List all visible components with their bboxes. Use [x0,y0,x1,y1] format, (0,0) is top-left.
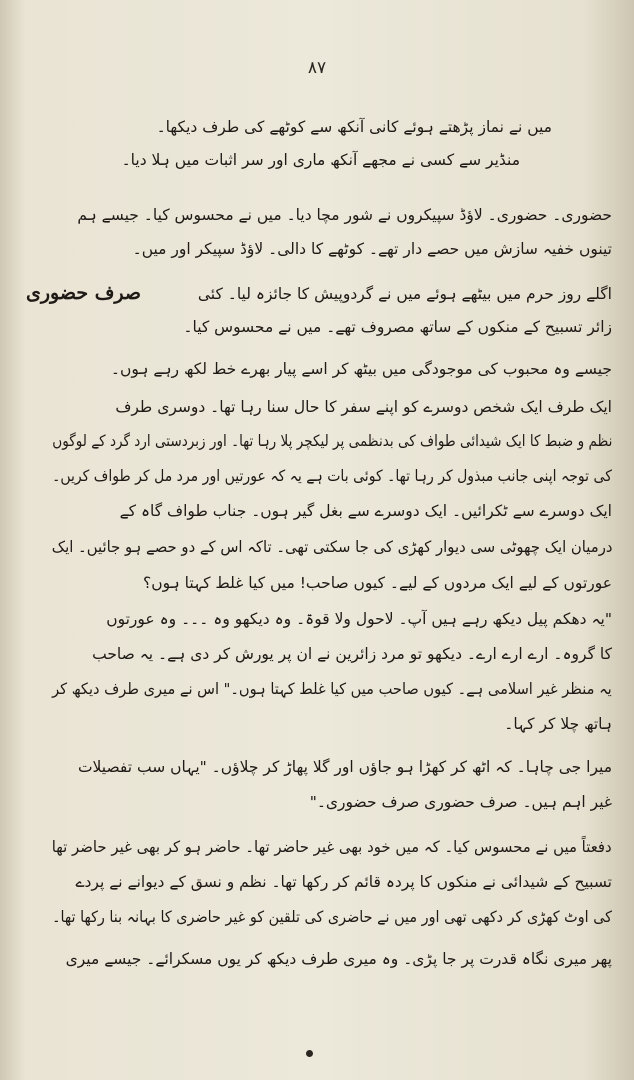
text-line: نظم و ضبط کا ایک شیدائی طواف کی بدنظمی پر لیکچر پلا رہا تھا۔ اور زبردستی ارد گرد کے لوگوں [51,432,612,450]
text-line: جیسے وہ محبوب کی موجودگی میں بیٹھ کر اسے پیار بھرے خط لکھ رہے ہوں۔ [110,360,612,378]
text-line: دفعتاً میں نے محسوس کیا۔ کہ میں خود بھی غیر حاضر تھا۔ حاضر ہو کر بھی غیر حاضر تھا [52,838,612,856]
text-line: عورتوں کے لیے ایک مردوں کے لیے۔ کیوں صاحب! میں کیا غلط کہتا ہوں؟ [143,574,612,592]
text-line: کا گروہ۔ ارے ارے ارے۔ دیکھو تو مرد زائرین نے ان پر یورش کر دی ہے۔ یہ صاحب [92,645,612,663]
text-line: یہ منظر غیر اسلامی ہے۔ کیوں صاحب میں کیا غلط کہتا ہوں۔" اس نے میری طرف دیکھ کر [52,680,612,698]
text-line: اگلے روز حرم میں بیٹھے ہوئے میں نے گردوپیش کا جائزہ لیا۔ کئی [197,285,612,303]
text-line: زائر تسبیح کے منکوں کے ساتھ مصروف تھے۔ میں نے محسوس کیا۔ [183,318,612,336]
text-line: ایک دوسرے سے ٹکرائیں۔ ایک دوسرے سے بغل گیر ہوں۔ جناب طواف گاہ کے [119,502,612,520]
text-line: درمیان ایک چھوٹی سی دیوار کھڑی کی جا سکتی تھی۔ تاکہ اس کے دو حصے ہو جائیں۔ ایک [51,538,612,556]
text-line: تینوں خفیہ سازش میں حصے دار تھے۔ کوٹھے کا دالی۔ لاؤڈ سپیکر اور میں۔ [132,240,612,258]
text-line: ہاتھ چلا کر کہا۔ [504,715,612,733]
margin-heading: صرف حضوری [26,282,142,304]
text-line: کی اوٹ کھڑی کر دکھی تھی اور میں نے حاضری کی تلقین کو غیر حاضری کا بہانہ بنا رکھا تھا۔ [52,908,612,926]
text-line: میں نے نماز پڑھتے ہوئے کانی آنکھ سے کوٹھے کی طرف دیکھا۔ [156,118,552,136]
text-line: کی توجہ اپنی جانب مبذول کر رہا تھا۔ کوئی بات ہے یہ کہ عورتیں اور مرد مل کر طواف کریں۔ [52,467,612,485]
text-line: حضوری۔ حضوری۔ لاؤڈ سپیکروں نے شور مچا دیا۔ میں نے محسوس کیا۔ جیسے ہم [77,206,612,224]
text-line: "یہ دھکم پیل دیکھ رہے ہیں آپ۔ لاحول ولا قوۃ۔ وہ دیکھو وہ ۔۔۔ وہ عورتوں [106,610,612,628]
page-number: ۸۷ [307,58,327,78]
bottom-dot-mark [306,1050,313,1057]
text-line: ایک طرف ایک شخص دوسرے کو اپنے سفر کا حال سنا رہا تھا۔ دوسری طرف [115,398,612,416]
text-line: میرا جی چاہا۔ کہ اٹھ کر کھڑا ہو جاؤں اور گلا پھاڑ کر چلاؤں۔ "یہاں سب تفصیلات [77,758,612,776]
text-line: تسبیح کے شیدائی نے منکوں کا پردہ قائم کر رکھا تھا۔ نظم و نسق کے دیوانے نے پردے [75,873,612,891]
text-line: غیر اہم ہیں۔ صرف حضوری صرف حضوری۔" [309,793,612,811]
text-line: منڈیر سے کسی نے مجھے آنکھ ماری اور سر اثبات میں ہلا دیا۔ [121,151,520,169]
text-line: پھر میری نگاہ قدرت پر جا پڑی۔ وہ میری طرف دیکھ کر یوں مسکرائے۔ جیسے میری [65,950,612,968]
